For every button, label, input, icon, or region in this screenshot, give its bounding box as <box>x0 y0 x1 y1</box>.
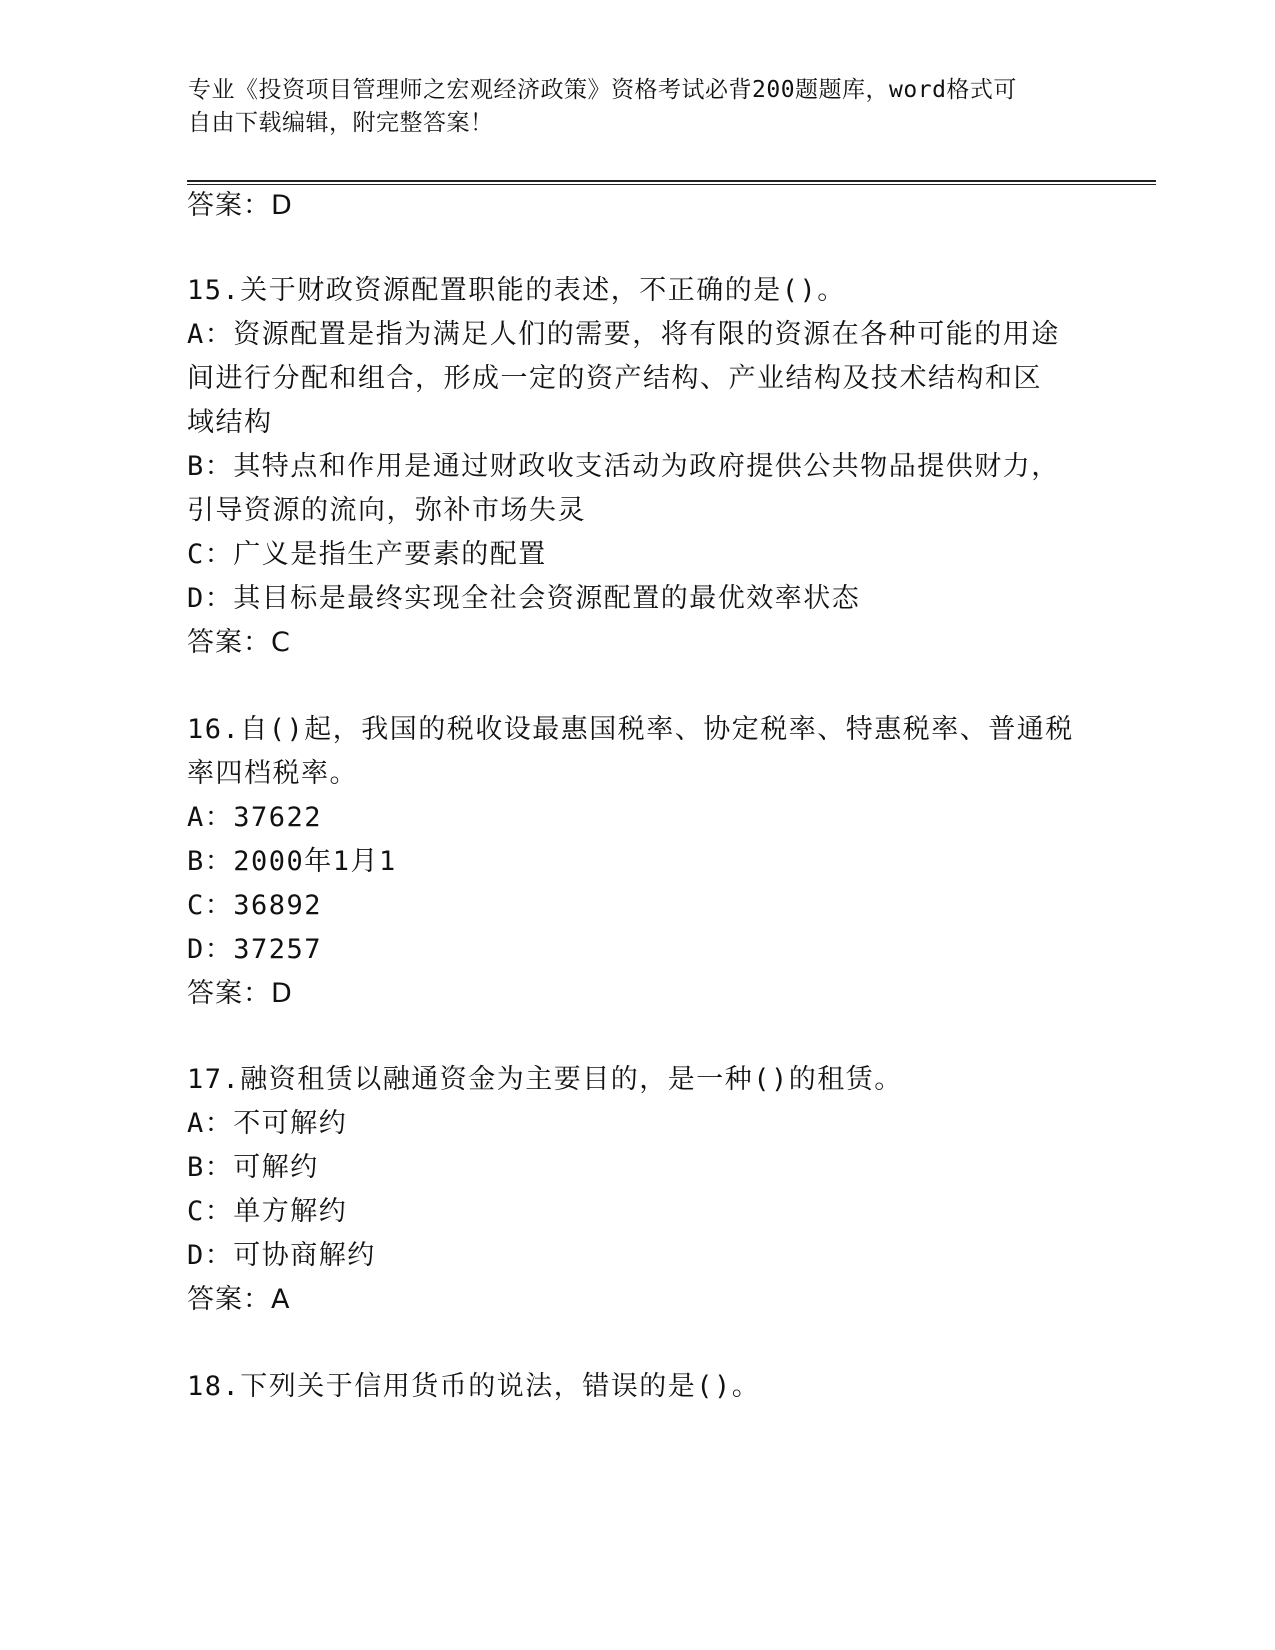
header-line-2: 自由下载编辑，附完整答案！ <box>188 110 494 136</box>
header-line-1: 专业《投资项目管理师之宏观经济政策》资格考试必背200题题库，word格式可 <box>188 77 1017 103</box>
question-15-option-b-line1: B：其特点和作用是通过财政收支活动为政府提供公共物品提供财力， <box>187 451 1060 482</box>
question-17-option-a: A：不可解约 <box>187 1108 348 1139</box>
question-17-stem: 17.融资租赁以融通资金为主要目的，是一种()的租赁。 <box>187 1064 903 1095</box>
question-15-option-d: D：其目标是最终实现全社会资源配置的最优效率状态 <box>187 583 861 614</box>
question-17-option-b: B：可解约 <box>187 1152 319 1183</box>
question-17-option-d: D：可协商解约 <box>187 1240 376 1271</box>
question-18-stem: 18.下列关于信用货币的说法，错误的是()。 <box>187 1371 761 1402</box>
question-15-option-a-line2: 间进行分配和组合，形成一定的资产结构、产业结构及技术结构和区 <box>187 363 1042 394</box>
question-15-option-a-line1: A：资源配置是指为满足人们的需要，将有限的资源在各种可能的用途 <box>187 319 1060 350</box>
question-16-option-a: A：37622 <box>187 802 323 833</box>
question-15-option-b-line2: 引导资源的流向，弥补市场失灵 <box>187 495 586 526</box>
question-16-stem-line2: 率四档税率。 <box>187 758 358 789</box>
question-15-answer: 答案：C <box>187 627 291 658</box>
question-17-option-c: C：单方解约 <box>187 1196 348 1227</box>
question-16-option-d: D：37257 <box>187 934 323 965</box>
question-15-stem: 15.关于财政资源配置职能的表述，不正确的是()。 <box>187 275 846 306</box>
question-16-option-b: B：2000年1月1 <box>187 846 397 877</box>
header-divider <box>187 180 1156 185</box>
answer-14: 答案：D <box>187 190 293 221</box>
question-15-option-a-line3: 域结构 <box>187 407 273 438</box>
question-17-answer: 答案：A <box>187 1284 291 1315</box>
question-16-stem-line1: 16.自()起，我国的税收设最惠国税率、协定税率、特惠税率、普通税 <box>187 714 1074 745</box>
document-header <box>188 74 1088 140</box>
question-15-option-c: C：广义是指生产要素的配置 <box>187 539 547 570</box>
question-16-answer: 答案：D <box>187 978 293 1009</box>
question-16-option-c: C：36892 <box>187 890 323 921</box>
